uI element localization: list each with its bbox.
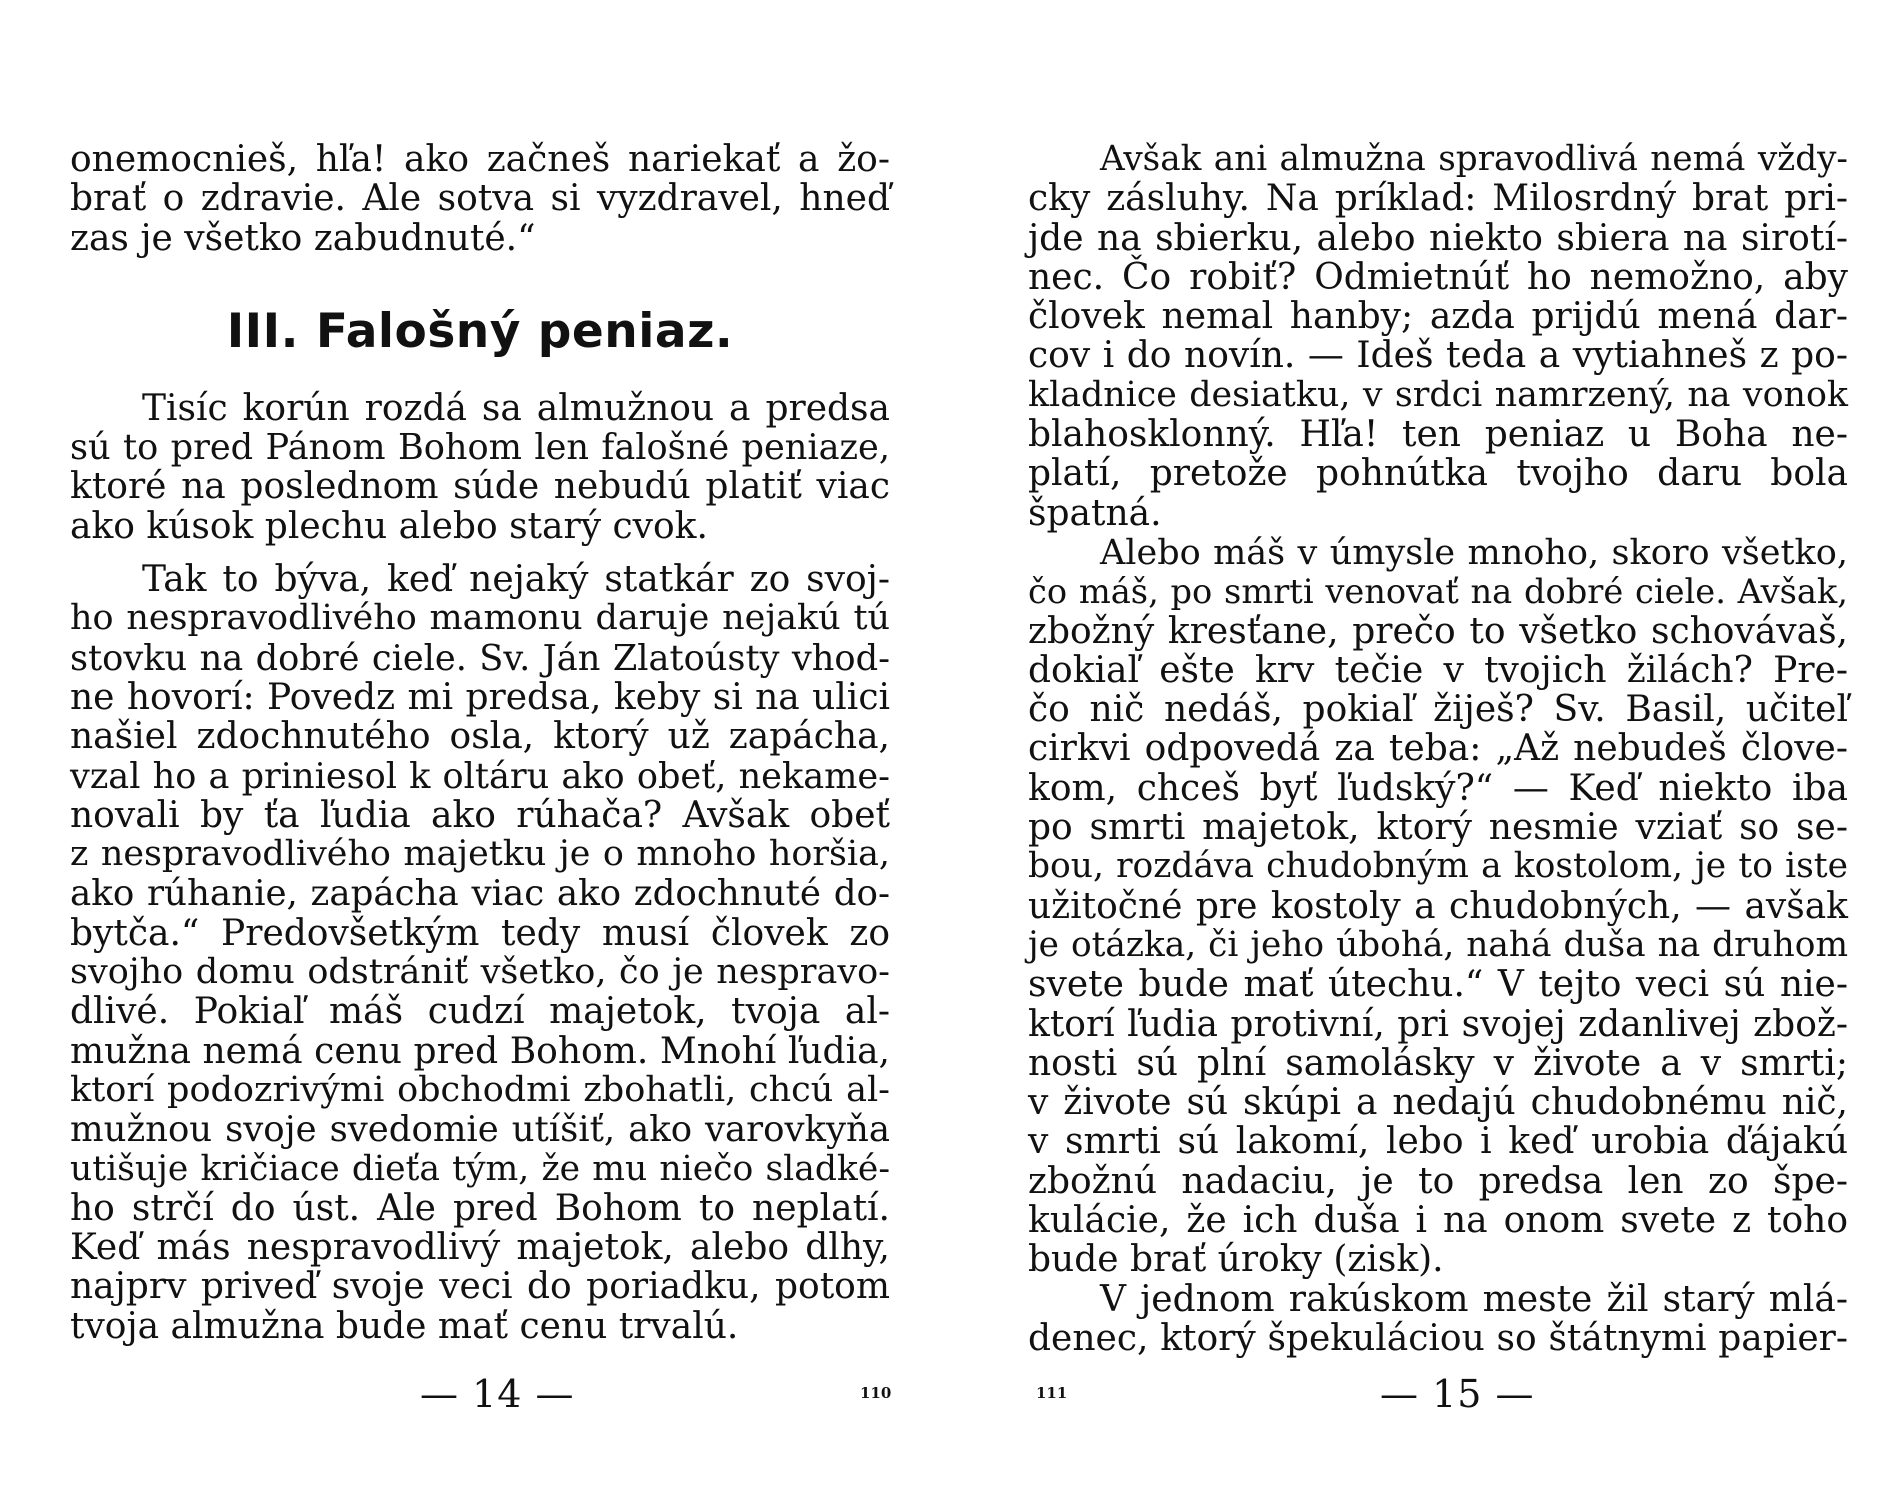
text-line: cirkvi odpovedá za teba: „Až nebudeš člove- <box>1028 728 1848 770</box>
right-paragraph-3 <box>1028 1280 1848 1359</box>
text-line: dokiaľ ešte krv tečie v tvojich žilách? Pre- <box>1028 649 1848 691</box>
text-line: bude brať úroky (zisk). <box>1028 1239 1444 1281</box>
left-paragraph-2 <box>70 560 890 1346</box>
text-line: z nespravodlivého majetku je o mnoho horšia, <box>70 834 890 875</box>
right-page-number: — 15 — <box>1380 1372 1535 1416</box>
text-line: špatná. <box>1028 492 1162 534</box>
text-line: mužnou svoje svedomie utíšiť, ako varovkyňa <box>70 1109 890 1151</box>
text-line: ako rúhanie, zapácha viac ako zdochnuté do- <box>70 873 890 915</box>
text-line: cov i do novín. — Ideš teda a vytiahneš z po- <box>1028 335 1848 377</box>
text-line: Tak to býva, keď nejaký statkár zo svoj- <box>142 559 890 601</box>
text-line: našiel zdochnutého osla, ktorý už zapácha, <box>70 716 890 758</box>
text-line: kladnice desiatku, v srdci namrzený, na vonok <box>1028 374 1848 415</box>
text-line: Avšak ani almužna spravodlivá nemá vždy- <box>1100 139 1848 179</box>
right-paragraph-2 <box>1028 533 1848 1280</box>
text-line: blahosklonný. Hľa! ten peniaz u Boha ne- <box>1028 414 1848 456</box>
text-line: užitočné pre kostoly a chudobných, — avšak <box>1028 885 1848 927</box>
section-heading: III. Falošný peniaz. <box>226 303 734 359</box>
text-line: sú to pred Pánom Bohom len falošné peniaze, <box>70 427 890 469</box>
left-page <box>70 140 890 1346</box>
right-printer-number: 111 <box>1036 1384 1068 1402</box>
text-line: ho strčí do úst. Ale pred Bohom to neplatí. <box>70 1187 890 1229</box>
text-line: nosti sú plní samolásky v živote a v smrti; <box>1028 1042 1848 1084</box>
text-line: denec, ktorý špekuláciou so štátnymi papier- <box>1028 1317 1848 1359</box>
left-intro-paragraph <box>70 140 890 258</box>
text-line: zbožnú nadaciu, je to predsa len zo špe- <box>1028 1160 1848 1202</box>
text-line: vzal ho a priniesol k oltáru ako obeť, nekame- <box>70 755 890 797</box>
right-paragraph-1 <box>1028 140 1848 533</box>
text-line: novali by ťa ľudia ako rúhača? Avšak obeť <box>70 794 890 836</box>
text-line: nec. Čo robiť? Odmietnúť ho nemožno, aby <box>1028 256 1848 298</box>
text-line: cky zásluhy. Na príklad: Milosrdný brat pri- <box>1028 178 1848 220</box>
text-line: svojho domu odstrániť všetko, čo je nespravo- <box>70 952 890 993</box>
left-paragraph-1 <box>70 389 890 546</box>
text-line: ho nespravodlivého mamonu daruje nejakú tú <box>70 598 890 639</box>
text-line: tvoja almužna bude mať cenu trvalú. <box>70 1305 739 1347</box>
text-line: brať o zdravie. Ale sotva si vyzdravel, hneď <box>70 178 890 220</box>
text-line: Alebo máš v úmysle mnoho, skoro všetko, <box>1100 531 1848 573</box>
text-line: v smrti sú lakomí, lebo i keď urobia ďájakú <box>1028 1121 1848 1163</box>
text-line: zas je všetko zabudnuté.“ <box>70 217 536 259</box>
text-line: ktorí ľudia protivní, pri svojej zdanlivej zbož- <box>1028 1003 1848 1045</box>
text-line: bytča.“ Predovšetkým tedy musí človek zo <box>70 912 890 954</box>
text-line: onemocnieš, hľa! ako začneš nariekať a žo- <box>70 139 890 180</box>
text-line: čo nič nedáš, pokiaľ žiješ? Sv. Basil, učiteľ <box>1028 689 1848 731</box>
text-line: človek nemal hanby; azda prijdú mená dar- <box>1028 296 1848 338</box>
left-page-number: — 14 — <box>420 1372 575 1416</box>
left-printer-number: 110 <box>860 1384 892 1402</box>
text-line: mužna nemá cenu pred Bohom. Mnohí ľudia, <box>70 1030 890 1072</box>
text-line: po smrti majetok, ktorý nesmie vziať so se- <box>1028 807 1848 849</box>
text-line: čo máš, po smrti venovať na dobré ciele. Avšak, <box>1028 572 1848 612</box>
text-line: Keď más nespravodlivý majetok, alebo dlhy, <box>70 1227 890 1269</box>
text-line: dlivé. Pokiaľ máš cudzí majetok, tvoja al- <box>70 991 890 1033</box>
right-page <box>1028 140 1848 1358</box>
text-line: najprv priveď svoje veci do poriadku, potom <box>70 1266 890 1308</box>
text-line: Tisíc korún rozdá sa almužnou a predsa <box>142 387 890 429</box>
text-line: je otázka, či jeho úbohá, nahá duša na druhom <box>1028 924 1848 965</box>
text-line: stovku na dobré ciele. Sv. Ján Zlatoústy vhod- <box>70 637 890 679</box>
text-line: ktorí podozrivými obchodmi zbohatli, chcú al- <box>70 1069 890 1110</box>
text-line: zbožný kresťane, prečo to všetko schovávaš, <box>1028 610 1848 652</box>
text-line: jde na sbierku, alebo niekto sbiera na sirotí- <box>1028 217 1848 259</box>
text-line: utišuje kričiace dieťa tým, že mu niečo sladké- <box>70 1148 890 1189</box>
text-line: svete bude mať útechu.“ V tejto veci sú nie- <box>1028 964 1848 1006</box>
text-line: ktoré na poslednom súde nebudú platiť viac <box>70 466 890 508</box>
text-line: platí, pretože pohnútka tvojho daru bola <box>1028 453 1848 495</box>
text-line: ne hovorí: Povedz mi predsa, keby si na ulici <box>70 676 890 718</box>
text-line: kom, chceš byť ľudský?“ — Keď niekto iba <box>1028 767 1848 809</box>
text-line: ako kúsok plechu alebo starý cvok. <box>70 505 708 547</box>
text-line: bou, rozdáva chudobným a kostolom, je to iste <box>1028 846 1848 887</box>
text-line: kulácie, že ich duša i na onom svete z toho <box>1028 1200 1848 1242</box>
text-line: v živote sú skúpi a nedajú chudobnému nič, <box>1028 1082 1848 1124</box>
text-line: V jednom rakúskom meste žil starý mlá- <box>1100 1278 1848 1320</box>
